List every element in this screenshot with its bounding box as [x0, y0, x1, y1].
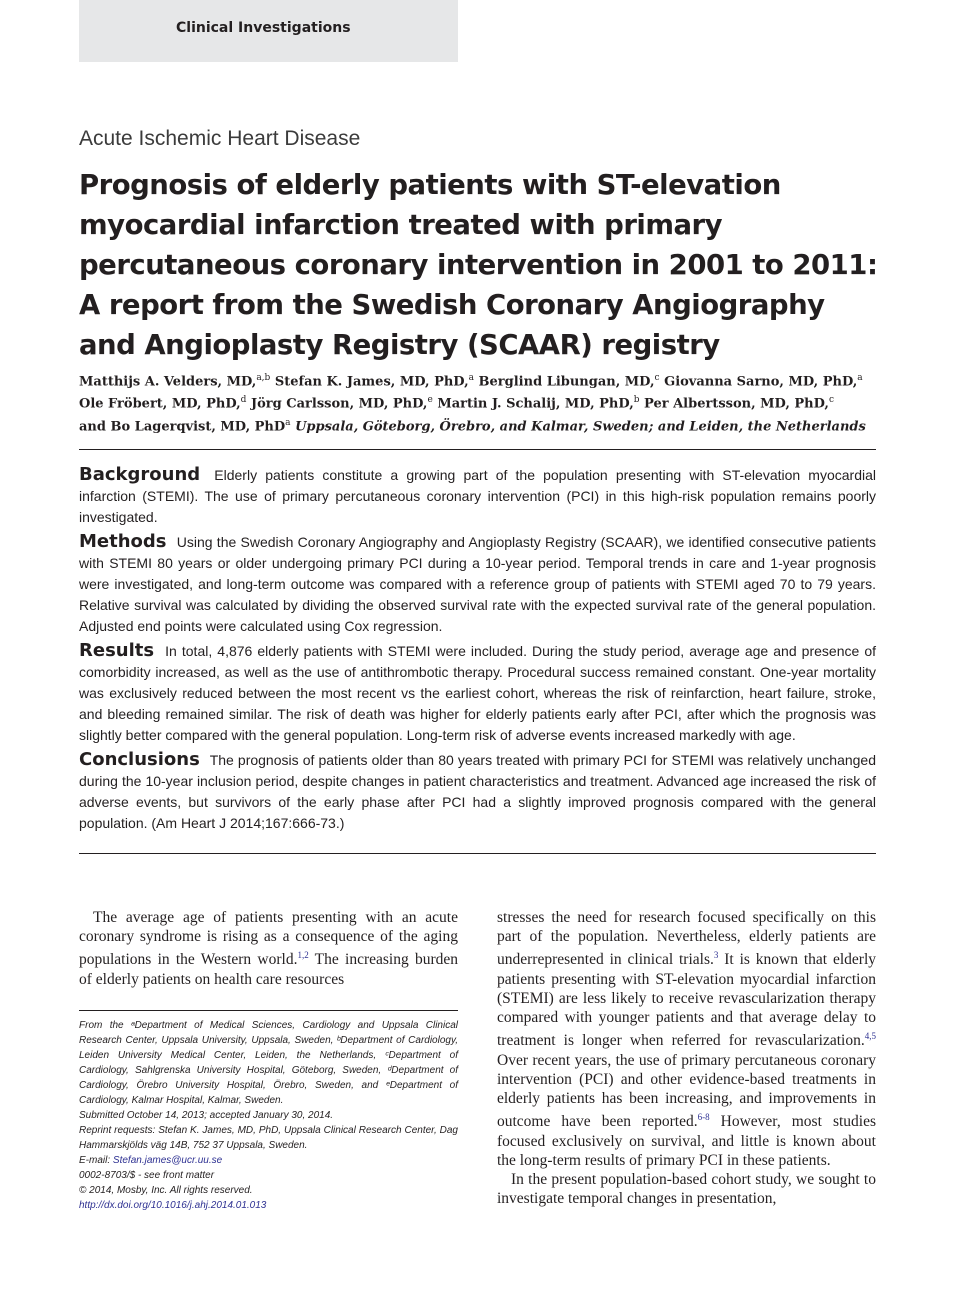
abstract-heading: Results — [79, 640, 155, 662]
author-affiliation-mark: a,b — [256, 373, 271, 383]
footnote-issn: 0002-8703/$ - see front matter — [79, 1170, 215, 1181]
author-affiliation-mark: e — [427, 395, 433, 406]
footnote-reprint: Reprint requests: Stefan K. James, MD, PhD, Uppsala Clinical Research Center, Dag Hammarskjölds väg 14B, 752 37 Uppsala, Sweden. — [79, 1125, 458, 1151]
author-affiliation-mark: c — [654, 373, 660, 383]
author-name: Martin J. Schalij, MD, PhD, — [437, 396, 634, 412]
article-title: Prognosis of elderly patients with ST-elevation myocardial infarction treated with primary percutaneous coronary intervention in 2001 to 2011: A report from the Swedish Coronary Angiography and Angioplasty Registry (SCAAR) registry — [79, 169, 878, 361]
author-name: Ole Fröbert, MD, PhD, — [79, 396, 241, 412]
author-name: and Bo Lagerqvist, MD, PhD — [79, 418, 286, 434]
body-text: The average age of patients presenting with an acute coronary syndrome is rising as a consequence of the aging populations in the Western world. — [79, 909, 458, 969]
abstract-conclusions — [79, 750, 876, 833]
section-tab — [79, 0, 458, 62]
abstract-heading: Methods — [79, 531, 167, 553]
footnote-copyright: © 2014, Mosby, Inc. All rights reserved. — [79, 1185, 253, 1196]
author-affiliation-mark: a — [468, 373, 475, 383]
footnotes — [79, 1018, 458, 1213]
doi-link[interactable]: http://dx.doi.org/10.1016/j.ahj.2014.01.013 — [79, 1200, 267, 1211]
abstract-text: Elderly patients constitute a growing part of the population presenting with ST-elevation myocardial infarction (STEMI). The use of primary percutaneous coronary intervention (PCI) in this high-risk population remains poorly investigated. — [79, 467, 876, 525]
abstract-text: The prognosis of patients older than 80 years treated with primary PCI for STEMI was relatively unchanged during the 10-year inclusion period, despite changes in patient characteristics and treatment. Advanced age increased the risk of adverse events, but survivors of the early phase after PCI had a slightly improved prognosis compared with the general population. (Am Heart J 2014;167:666-73.) — [79, 752, 877, 831]
abstract-text: Using the Swedish Coronary Angiography and Angioplasty Registry (SCAAR), we identified consecutive patients with STEMI 80 years or older undergoing primary PCI during a 10-year period. Temporal trends in care and 1-year prognosis were investigated, and long-term outcome was compared with a reference group of patients with STEMI aged 70 to 79 years. Relative survival was calculated by dividing the observed survival rate with the expected survival rate of the general population. Adjusted end points were calculated using Cox regression. — [79, 534, 876, 634]
abstract-results — [79, 641, 876, 745]
author-affiliation-mark: c — [828, 395, 835, 406]
body-text: Over recent years, the use of primary percutaneous coronary intervention (PCI) and other evidence-based treatments in elderly patients has been increasing, and improvements in outcome have been reported. — [497, 1051, 876, 1131]
abstract-text: In total, 4,876 elderly patients with STEMI were included. During the study period, average age and presence of comorbidity increased, as well as the use of antithrombotic therapy. Procedural success remained constant. One-year mortality was exclusively reduced between the most recent vs the earliest cohort, whereas the risk of reinfarction, heart failure, stroke, and bleeding remained similar. The risk of death was higher for elderly patients early after PCI, after which the prognosis was slightly better compared with the general population. Long-term risk of adverse events increased markedly with age. — [79, 643, 877, 743]
body-text: The increasing burden of elderly patients on health care resources — [79, 951, 458, 988]
author-name: Jörg Carlsson, MD, PhD, — [250, 396, 428, 412]
citation-link[interactable]: 3 — [713, 950, 719, 961]
body-column-right — [497, 908, 876, 1209]
author-name: Berglind Libungan, MD, — [478, 374, 655, 390]
body-text: However, most studies focused exclusively on survival, and little is known about the long-term results of primary PCI in these patients. — [497, 1113, 877, 1169]
abstract-heading: Conclusions — [79, 749, 200, 771]
citation-link[interactable]: 4,5 — [864, 1031, 876, 1042]
author-name: Stefan K. James, MD, PhD, — [274, 374, 469, 390]
email-link[interactable]: Stefan.james@ucr.uu.se — [112, 1155, 223, 1166]
citation-link[interactable]: 6-8 — [697, 1112, 710, 1123]
abstract-heading: Background — [79, 464, 201, 485]
body-paragraph: In the present population-based cohort study, we sought to investigate temporal changes in presentation, — [497, 1171, 876, 1208]
body-paragraph — [79, 908, 458, 989]
body-text: stresses the need for research focused specifically on this part of the population. Nevertheless, elderly patients are underrepresented in clinical trials. — [497, 909, 876, 969]
article-category: Acute Ischemic Heart Disease — [79, 127, 361, 150]
section-label: Clinical Investigations — [176, 20, 351, 36]
body-column-left — [79, 908, 458, 989]
email-label: E-mail: — [79, 1155, 113, 1166]
abstract-top-rule — [79, 449, 876, 450]
footnote-email — [79, 1153, 458, 1168]
abstract — [79, 465, 876, 839]
author-affiliation-mark: b — [633, 395, 640, 406]
author-name: Matthijs A. Velders, MD, — [79, 374, 257, 390]
footnote-submitted: Submitted October 14, 2013; accepted January 30, 2014. — [79, 1110, 334, 1121]
body-paragraph — [497, 908, 876, 1170]
author-affiliation-mark: d — [240, 395, 247, 406]
abstract-background — [79, 465, 876, 527]
citation-link[interactable]: 1,2 — [297, 950, 309, 961]
abstract-methods — [79, 532, 876, 636]
author-list — [79, 369, 879, 436]
abstract-bottom-rule — [79, 853, 876, 854]
footnote-rule — [79, 1010, 458, 1011]
author-name: Per Albertsson, MD, PhD, — [644, 396, 829, 412]
footnote-affiliations: From the ᵃDepartment of Medical Sciences, Cardiology and Uppsala Clinical Research Center, Uppsala University, Uppsala, Sweden, ᵇDepartment of Cardiology, Leiden University Medical Center, Leiden, the Netherlands, ᶜDepartment of Cardiology, Sahlgrenska University Hospital, Göteborg, Sweden, ᵈDepartment of Cardiology, Örebro University Hospital, Örebro, Sweden, and ᵉDepartment of Cardiology, Kalmar Hospital, Kalmar, Sweden. — [79, 1020, 458, 1106]
author-affiliation-mark: a — [857, 373, 863, 383]
author-name: Giovanna Sarno, MD, PhD, — [664, 374, 858, 390]
body-text: It is known that elderly patients presenting with ST-elevation myocardial infarction (STEMI) are less likely to receive revascularization therapy compared with younger patients and that average delay to treatment is longer when referred for revascularization. — [497, 951, 876, 1050]
affiliation-line: Uppsala, Göteborg, Örebro, and Kalmar, Sweden; and Leiden, the Netherlands — [295, 418, 866, 434]
author-affiliation-mark: a — [285, 417, 291, 428]
